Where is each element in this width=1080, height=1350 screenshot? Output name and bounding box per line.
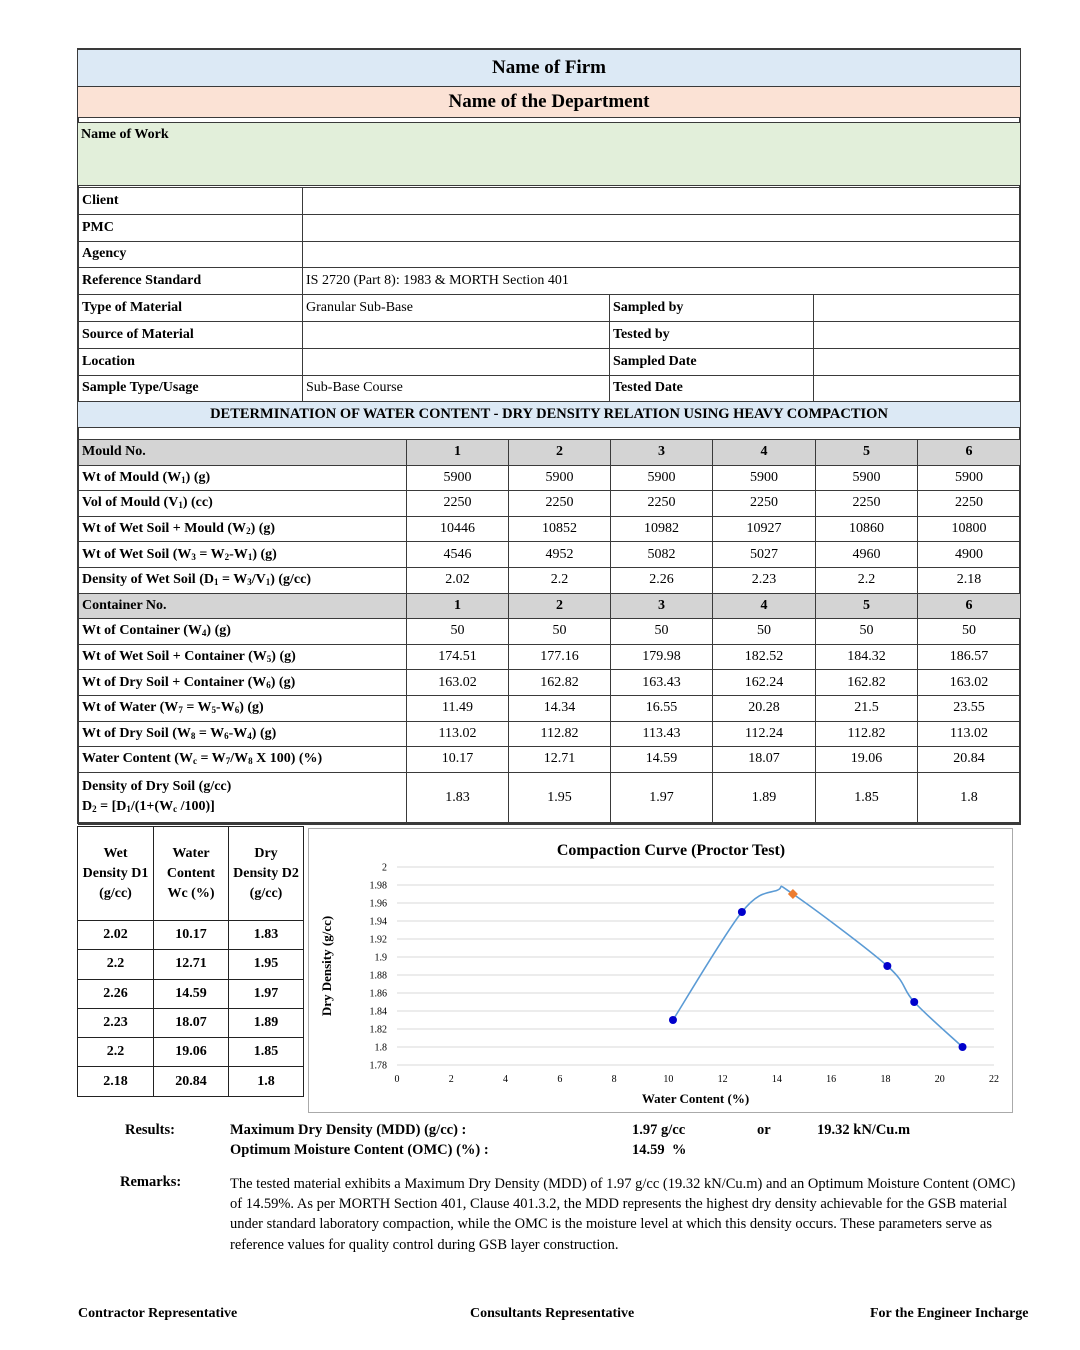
sample-type-label: Sample Type/Usage xyxy=(79,375,303,402)
location-label: Location xyxy=(79,348,303,375)
y-tick-label: 1.82 xyxy=(369,1024,387,1036)
summary-header-wet-density: Wet Density D1 (g/cc) xyxy=(78,827,154,921)
row-label: Density of Dry Soil (g/cc) $D_2 = [D_1/(1+(W_c$ /100)] xyxy=(79,772,407,824)
omc-label: Optimum Moisture Content (OMC) (%) : xyxy=(230,1142,489,1158)
x-tick-label: 2 xyxy=(448,1074,454,1085)
value-cell: 2250 xyxy=(918,491,1021,517)
reference-standard-label: Reference Standard xyxy=(79,268,303,295)
water-content-row xyxy=(79,747,1021,773)
summary-cell: 18.07 xyxy=(154,1008,229,1037)
value-cell: 2 xyxy=(509,593,611,619)
value-cell: 50 xyxy=(407,619,509,645)
value-cell: 182.52 xyxy=(713,644,816,670)
summary-cell: 2.2 xyxy=(78,950,154,979)
value-cell: 2.26 xyxy=(611,567,713,593)
data-point xyxy=(669,1016,677,1024)
value-cell: 5900 xyxy=(713,465,816,491)
wt-wet-soil-row xyxy=(79,542,1021,568)
compaction-curve-line xyxy=(673,886,963,1047)
data-point xyxy=(959,1043,967,1051)
dry-density-row xyxy=(79,772,1021,824)
summary-row xyxy=(78,1067,304,1096)
value-cell: 10982 xyxy=(611,516,713,542)
y-tick-label: 1.8 xyxy=(374,1042,387,1054)
value-cell: 1.89 xyxy=(713,772,816,824)
value-cell: 5900 xyxy=(816,465,918,491)
wt-wet-soil-mould-row xyxy=(79,516,1021,542)
x-tick-label: 10 xyxy=(663,1074,674,1085)
value-cell: 50 xyxy=(918,619,1021,645)
value-cell: 20.28 xyxy=(713,695,816,721)
value-cell: 50 xyxy=(713,619,816,645)
y-tick-label: 1.92 xyxy=(369,934,387,946)
wt-mould-row xyxy=(79,465,1021,491)
summary-cell: 2.02 xyxy=(78,921,154,950)
row-label: Container No. xyxy=(79,593,407,619)
data-point xyxy=(883,962,891,970)
wt-water-row xyxy=(79,695,1021,721)
y-tick-label: 1.96 xyxy=(369,898,387,910)
value-cell: 1.95 xyxy=(509,772,611,824)
row-label: Wt of Dry Soil + Container $(W_6)$ (g) xyxy=(79,670,407,696)
y-axis-label: Dry Density (g/cc) xyxy=(319,915,334,1017)
value-cell: 2.23 xyxy=(713,567,816,593)
row-label: Wt of Wet Soil + Mould $(W_2)$ (g) xyxy=(79,516,407,542)
summary-cell: 12.71 xyxy=(154,950,229,979)
pmc-value[interactable] xyxy=(303,214,1021,241)
row-label: Wt of Wet Soil $(W_3 = W_2-W_1)$ (g) xyxy=(79,542,407,568)
value-cell: 163.02 xyxy=(407,670,509,696)
x-tick-label: 8 xyxy=(611,1074,617,1085)
value-cell: 162.82 xyxy=(509,670,611,696)
client-label: Client xyxy=(79,188,303,215)
pmc-label: PMC xyxy=(79,214,303,241)
value-cell: 179.98 xyxy=(611,644,713,670)
optimum-point xyxy=(788,889,798,899)
value-cell: 3 xyxy=(611,593,713,619)
value-cell: 5900 xyxy=(407,465,509,491)
section-heading: DETERMINATION OF WATER CONTENT - DRY DENSITY RELATION USING HEAVY COMPACTION xyxy=(78,401,1020,428)
value-cell: 10852 xyxy=(509,516,611,542)
wt-dry-soil-container-row xyxy=(79,670,1021,696)
value-cell: 113.02 xyxy=(918,721,1021,747)
value-cell: 112.82 xyxy=(509,721,611,747)
value-cell: 23.55 xyxy=(918,695,1021,721)
x-tick-label: 16 xyxy=(826,1074,837,1085)
value-cell: 50 xyxy=(509,619,611,645)
summary-cell: 1.95 xyxy=(229,950,304,979)
summary-cell: 19.06 xyxy=(154,1038,229,1067)
department-name: Name of the Department xyxy=(78,87,1020,118)
container-no-row xyxy=(79,593,1021,619)
type-of-material-label: Type of Material xyxy=(79,295,303,322)
value-cell: 163.02 xyxy=(918,670,1021,696)
summary-cell: 1.8 xyxy=(229,1067,304,1096)
value-cell: 113.02 xyxy=(407,721,509,747)
sampled-date-value[interactable] xyxy=(814,348,1021,375)
summary-cell: 1.97 xyxy=(229,979,304,1008)
x-tick-label: 14 xyxy=(771,1074,782,1085)
contractor-signature-label: Contractor Representative xyxy=(78,1306,238,1321)
value-cell: 2.18 xyxy=(918,567,1021,593)
summary-cell: 2.23 xyxy=(78,1008,154,1037)
x-tick-label: 6 xyxy=(557,1074,563,1085)
row-label: Wt of Mould $(W_1)$ (g) xyxy=(79,465,407,491)
value-cell: 14.34 xyxy=(509,695,611,721)
value-cell: 162.24 xyxy=(713,670,816,696)
value-cell: 5900 xyxy=(918,465,1021,491)
row-label: Wt of Wet Soil + Container $(W_5)$ (g) xyxy=(79,644,407,670)
value-cell: 5 xyxy=(816,440,918,466)
x-tick-label: 22 xyxy=(989,1074,999,1085)
value-cell: 19.06 xyxy=(816,747,918,773)
value-cell: 4952 xyxy=(509,542,611,568)
summary-cell: 2.2 xyxy=(78,1038,154,1067)
sampled-by-label: Sampled by xyxy=(610,295,814,322)
value-cell: 1 xyxy=(407,593,509,619)
value-cell: 2250 xyxy=(611,491,713,517)
agency-label: Agency xyxy=(79,241,303,268)
value-cell: 50 xyxy=(816,619,918,645)
summary-row xyxy=(78,979,304,1008)
y-tick-label: 1.86 xyxy=(369,988,387,1000)
value-cell: 5027 xyxy=(713,542,816,568)
mould-no-row xyxy=(79,440,1021,466)
x-axis-label: Water Content (%) xyxy=(641,1091,750,1106)
value-cell: 163.43 xyxy=(611,670,713,696)
sampled-by-value[interactable] xyxy=(814,295,1021,322)
density-wet-soil-row xyxy=(79,567,1021,593)
data-point xyxy=(910,998,918,1006)
summary-cell: 14.59 xyxy=(154,979,229,1008)
engineer-signature-label: For the Engineer Incharge xyxy=(870,1306,1029,1321)
summary-row xyxy=(78,950,304,979)
summary-row xyxy=(78,921,304,950)
value-cell: 2250 xyxy=(509,491,611,517)
chart-svg xyxy=(309,829,1014,1114)
results-label: Results: xyxy=(125,1122,175,1138)
sample-type-value[interactable]: Sub-Base Course xyxy=(303,375,610,402)
x-tick-label: 12 xyxy=(717,1074,728,1085)
summary-cell: 10.17 xyxy=(154,921,229,950)
project-info-table xyxy=(78,187,1021,402)
vol-mould-row xyxy=(79,491,1021,517)
value-cell: 2.2 xyxy=(509,567,611,593)
type-of-material-value[interactable]: Granular Sub-Base xyxy=(303,295,610,322)
summary-table xyxy=(77,826,304,1097)
summary-row xyxy=(78,1008,304,1037)
summary-cell: 1.85 xyxy=(229,1038,304,1067)
value-cell: 4546 xyxy=(407,542,509,568)
value-cell: 14.59 xyxy=(611,747,713,773)
value-cell: 6 xyxy=(918,440,1021,466)
location-value[interactable] xyxy=(303,348,610,375)
value-cell: 113.43 xyxy=(611,721,713,747)
name-of-work-label: Name of Work xyxy=(81,127,169,142)
value-cell: 174.51 xyxy=(407,644,509,670)
value-cell: 5900 xyxy=(509,465,611,491)
row-label: Water Content ($W_c = W_7/W_8$ X 100) (%) xyxy=(79,747,407,773)
mdd-label: Maximum Dry Density (MDD) (g/cc) : xyxy=(230,1122,467,1138)
data-point xyxy=(738,908,746,916)
summary-header-dry-density: Dry Density D2 (g/cc) xyxy=(229,827,304,921)
y-tick-label: 1.88 xyxy=(369,970,387,982)
or-text: or xyxy=(757,1122,771,1138)
mdd-kn-value: 19.32 kN/Cu.m xyxy=(817,1122,911,1138)
name-of-work-field[interactable] xyxy=(78,122,1020,186)
reference-standard-value[interactable]: IS 2720 (Part 8): 1983 & MORTH Section 401 xyxy=(303,268,1021,295)
agency-value[interactable] xyxy=(303,241,1021,268)
summary-header-water-content: Water Content Wc (%) xyxy=(154,827,229,921)
y-tick-label: 2 xyxy=(382,862,387,874)
value-cell: 1.97 xyxy=(611,772,713,824)
wt-wet-soil-container-row xyxy=(79,644,1021,670)
value-cell: 2.02 xyxy=(407,567,509,593)
row-label: Density of Wet Soil $(D_1 = W_3/V_1)$ (g/cc) xyxy=(79,567,407,593)
compaction-test-table xyxy=(78,439,1021,825)
mdd-value: 1.97 g/cc xyxy=(632,1122,686,1138)
y-tick-label: 1.78 xyxy=(369,1060,387,1072)
value-cell: 3 xyxy=(611,440,713,466)
firm-name: Name of Firm xyxy=(78,50,1020,87)
chart-title: Compaction Curve (Proctor Test) xyxy=(556,842,786,859)
remarks-label: Remarks: xyxy=(120,1174,182,1190)
value-cell: 177.16 xyxy=(509,644,611,670)
wt-container-row xyxy=(79,619,1021,645)
tested-by-label: Tested by xyxy=(610,321,814,348)
value-cell: 1.85 xyxy=(816,772,918,824)
summary-cell: 20.84 xyxy=(154,1067,229,1096)
y-tick-label: 1.98 xyxy=(369,880,387,892)
summary-cell: 2.26 xyxy=(78,979,154,1008)
source-of-material-value[interactable] xyxy=(303,321,610,348)
sampled-date-label: Sampled Date xyxy=(610,348,814,375)
value-cell: 186.57 xyxy=(918,644,1021,670)
remarks-text: The tested material exhibits a Maximum Dry Density (MDD) of 1.97 g/cc (19.32 kN/Cu.m) and an Optimum Moisture Content (OMC) of 14.59%. As per MORTH Section 401, Clause 401.3.2, the MDD represents the highest dry density achievable for the GSB material under standard laboratory compaction, while the OMC is the moisture level at which this density occurs. These parameters serve as reference values for quality control during GSB layer construction. xyxy=(230,1176,1016,1253)
tested-date-value[interactable] xyxy=(814,375,1021,402)
value-cell: 10.17 xyxy=(407,747,509,773)
value-cell: 18.07 xyxy=(713,747,816,773)
y-tick-label: 1.94 xyxy=(369,916,387,928)
source-of-material-label: Source of Material xyxy=(79,321,303,348)
value-cell: 10927 xyxy=(713,516,816,542)
value-cell: 2.2 xyxy=(816,567,918,593)
x-tick-label: 20 xyxy=(934,1074,945,1085)
value-cell: 2250 xyxy=(713,491,816,517)
value-cell: 21.5 xyxy=(816,695,918,721)
value-cell: 12.71 xyxy=(509,747,611,773)
value-cell: 112.24 xyxy=(713,721,816,747)
value-cell: 5900 xyxy=(611,465,713,491)
value-cell: 112.82 xyxy=(816,721,918,747)
value-cell: 1.8 xyxy=(918,772,1021,824)
y-tick-label: 1.9 xyxy=(374,952,387,964)
value-cell: 4 xyxy=(713,440,816,466)
value-cell: 2250 xyxy=(816,491,918,517)
tested-by-value[interactable] xyxy=(814,321,1021,348)
x-tick-label: 0 xyxy=(394,1074,400,1085)
row-label: Mould No. xyxy=(79,440,407,466)
consultants-signature-label: Consultants Representative xyxy=(470,1306,635,1321)
value-cell: 10860 xyxy=(816,516,918,542)
summary-row xyxy=(78,1038,304,1067)
value-cell: 10446 xyxy=(407,516,509,542)
value-cell: 2 xyxy=(509,440,611,466)
value-cell: 4900 xyxy=(918,542,1021,568)
y-tick-label: 1.84 xyxy=(369,1006,387,1018)
value-cell: 1.83 xyxy=(407,772,509,824)
compaction-chart xyxy=(308,828,1013,1113)
row-label: Wt of Dry Soil $(W_8 = W_6-W_4)$ (g) xyxy=(79,721,407,747)
omc-value: 14.59 % xyxy=(632,1142,687,1158)
value-cell: 4960 xyxy=(816,542,918,568)
summary-cell: 1.89 xyxy=(229,1008,304,1037)
value-cell: 6 xyxy=(918,593,1021,619)
value-cell: 11.49 xyxy=(407,695,509,721)
value-cell: 20.84 xyxy=(918,747,1021,773)
value-cell: 5082 xyxy=(611,542,713,568)
value-cell: 50 xyxy=(611,619,713,645)
x-tick-label: 18 xyxy=(880,1074,891,1085)
row-label: Wt of Water $(W_7 = W_5-W_6)$ (g) xyxy=(79,695,407,721)
value-cell: 162.82 xyxy=(816,670,918,696)
client-value[interactable] xyxy=(303,188,1021,215)
value-cell: 2250 xyxy=(407,491,509,517)
value-cell: 1 xyxy=(407,440,509,466)
value-cell: 16.55 xyxy=(611,695,713,721)
value-cell: 10800 xyxy=(918,516,1021,542)
wt-dry-soil-row xyxy=(79,721,1021,747)
summary-cell: 1.83 xyxy=(229,921,304,950)
value-cell: 5 xyxy=(816,593,918,619)
tested-date-label: Tested Date xyxy=(610,375,814,402)
row-label: Vol of Mould $(V_1)$ (cc) xyxy=(79,491,407,517)
summary-cell: 2.18 xyxy=(78,1067,154,1096)
x-tick-label: 4 xyxy=(503,1074,509,1085)
value-cell: 184.32 xyxy=(816,644,918,670)
value-cell: 4 xyxy=(713,593,816,619)
row-label: Wt of Container $(W_4)$ (g) xyxy=(79,619,407,645)
